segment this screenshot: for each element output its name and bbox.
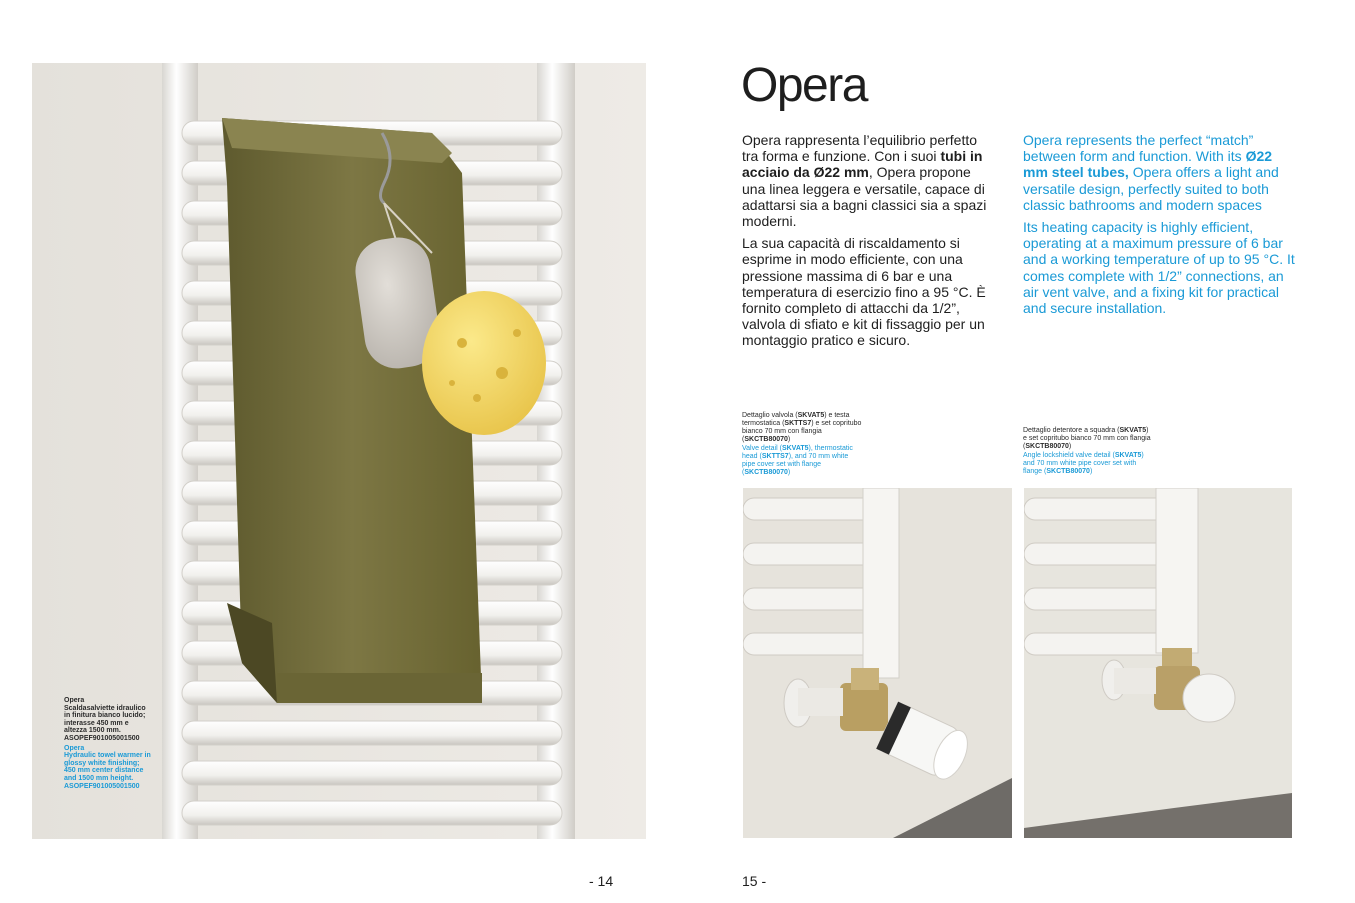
text-span: ) — [787, 436, 791, 443]
description-en-paragraph-1 — [1023, 132, 1295, 213]
text-span: Dettaglio detentore a squadra ( — [1023, 427, 1120, 434]
text-span: ), and 70 mm white pipe cover set with flange ( — [742, 453, 849, 476]
description-italian — [742, 132, 992, 355]
text-span: ) — [1068, 443, 1072, 450]
code: SKVAT5 — [1119, 427, 1147, 434]
page-title: Opera — [741, 59, 867, 112]
caption-it-text: Scaldasalviette idraulico in finitura bianco lucido; interasse 450 mm e altezza 1500 mm. — [64, 704, 146, 735]
code: SKVAT5 — [797, 412, 825, 419]
code: SKVAT5 — [1114, 452, 1142, 459]
valve-detail-photo — [743, 488, 1012, 838]
caption-it-title: Opera — [64, 697, 85, 704]
bold-span: tubi in acciaio da Ø22 mm — [742, 148, 983, 181]
caption-en-title: Opera — [64, 744, 85, 752]
towel-warmer-bar — [182, 761, 562, 785]
page-number-left: - 14 — [589, 873, 614, 889]
code: SKCTB80070 — [744, 469, 788, 476]
code: SKCTB80070 — [744, 436, 788, 443]
text-span: Opera represents the perfect “match” between form and function. With its — [1023, 132, 1254, 165]
description-it-paragraph-2: La sua capacità di riscaldamento si esprime in modo efficiente, con una pressione massima di 6 bar e una temperatura di esercizio fino a 95 °C. È fornito completo di attacchi da 1/2”, valvola di sfiato e kit di fissaggio per un montaggio pratico e sicuro. — [742, 235, 986, 349]
detail-lockshield-caption-it — [1023, 427, 1153, 451]
bold-span: Ø22 mm steel tubes, — [1023, 148, 1273, 181]
text-span: Dettaglio valvola ( — [742, 412, 798, 419]
description-it-paragraph-1 — [742, 132, 992, 229]
caption-it-code: ASOPEF901005001500 — [64, 734, 140, 742]
text-span: ) and 70 mm white pipe cover set with flange ( — [1023, 452, 1144, 475]
description-english — [1023, 132, 1295, 322]
caption-en — [64, 745, 152, 791]
code: SKTTS7 — [761, 453, 789, 460]
code: SKVAT5 — [781, 445, 809, 452]
text-span: Opera rappresenta l’equilibrio perfetto tra forma e funzione. Con i suoi — [742, 132, 978, 165]
product-caption — [64, 697, 152, 790]
text-span: ) e set copritubo bianco 70 mm con flangia ( — [742, 420, 862, 443]
detail-lockshield-caption-en — [1023, 452, 1153, 476]
detail-valve-caption-en — [742, 445, 862, 477]
page-number-right: 15 - — [742, 873, 767, 889]
text-span: Angle lockshield valve detail ( — [1023, 452, 1115, 459]
text-span: ) e testa termostatica ( — [742, 412, 850, 427]
text-span: ) — [1089, 468, 1093, 475]
text-span: , Opera propone una linea leggera e versatile, capace di adattarsi sia a bagni classici sia a spazi moderni. — [742, 164, 987, 230]
description-en-paragraph-2: Its heating capacity is highly efficient, operating at a maximum pressure of 6 bar and a working temperature of up to 95 °C. It comes complete with 1/2” connections, an air vent valve, and a fixing kit for practical and secure installation. — [1023, 219, 1295, 317]
caption-it — [64, 697, 152, 743]
code: SKCTB80070 — [1046, 468, 1090, 475]
text-span: Opera offers a light and versatile design, perfectly suited to both classic bathrooms and modern spaces — [1023, 164, 1279, 213]
detail-valve-caption — [742, 412, 862, 477]
text-span: ), thermostatic head ( — [742, 445, 853, 460]
text-span: ) — [787, 469, 791, 476]
text-span: Valve detail ( — [742, 445, 782, 452]
code: SKTTS7 — [784, 420, 812, 427]
towel-warmer-bar — [182, 801, 562, 825]
code: SKCTB80070 — [1025, 443, 1069, 450]
detail-lockshield-caption — [1023, 427, 1153, 476]
detail-valve-caption-it — [742, 412, 862, 444]
caption-en-text: Hydraulic towel warmer in glossy white finishing; 450 mm center distance and 1500 mm height. — [64, 752, 151, 782]
caption-en-code: ASOPEF901005001500 — [64, 782, 140, 790]
lockshield-detail-photo — [1024, 488, 1292, 838]
text-span: ) e set copritubo bianco 70 mm con flangia ( — [1023, 427, 1151, 450]
towel-warmer-bar — [182, 721, 562, 745]
